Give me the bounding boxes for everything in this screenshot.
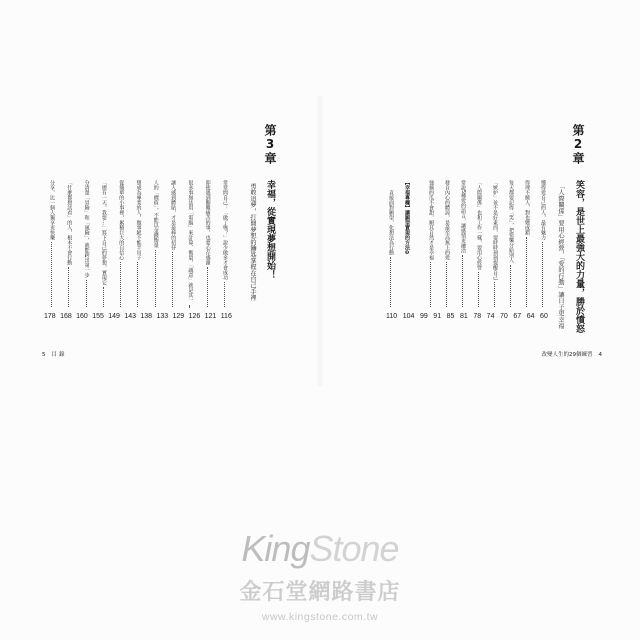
- page-number: 129: [172, 313, 185, 320]
- dot-leader: [120, 262, 121, 307]
- toc-entry: [537, 180, 548, 308]
- page-number: 81: [459, 313, 468, 320]
- dot-leader: [103, 287, 104, 307]
- page-number: 121: [204, 313, 217, 320]
- toc-entry-text: 「人際關係」也和工作一樣，要用心經營: [476, 180, 482, 270]
- toc-entry: [81, 180, 92, 308]
- dot-leader: [137, 262, 138, 307]
- page-number: 155: [92, 313, 104, 320]
- toc-entry: [150, 180, 161, 308]
- page-number: 116: [220, 313, 232, 320]
- toc-entry: [473, 180, 484, 308]
- toc-entry: [425, 180, 436, 308]
- page-number: 67: [513, 313, 522, 320]
- toc-entry-text: 從簡單的小事裡，累積巨大的自信心: [118, 180, 125, 260]
- column-heading-text: 【幸福專欄】讓願望實現的方法❷: [404, 180, 410, 256]
- page-footer: [42, 351, 67, 359]
- page-number: 160: [76, 313, 88, 320]
- toc-entry-text: 分享，比一個人獨享更快樂: [49, 180, 55, 240]
- dot-leader: [155, 250, 156, 308]
- folio: 4: [598, 352, 602, 358]
- toc-entry-text: 即使遇到艱難痛苦的事，也要心存感謝: [204, 180, 211, 265]
- running-head: 改變人生的29個練習: [541, 352, 593, 358]
- dot-leader: [189, 305, 190, 308]
- chapter-title: 笑容，是世上最強大的力量，勝於憤怒: [574, 180, 584, 333]
- toc-entry: [167, 180, 178, 308]
- toc-entry: [63, 180, 74, 308]
- dot-leader: [446, 262, 447, 307]
- page-number: 168: [60, 313, 72, 320]
- toc-entry-text: 分清楚「冒險」和「風險」，就能跨出第一步: [83, 180, 90, 278]
- toc-entry-text: 「總有一天，我要…」寫下自己的夢想，實現它: [100, 180, 107, 285]
- toc-entry-text: 很多事無法用「電腦」來計算、衡量，「誠意」就是其一: [187, 180, 194, 303]
- dot-leader: [494, 282, 495, 307]
- toc-entry-list: [385, 180, 548, 308]
- page-number: 91: [433, 313, 442, 320]
- column-heading: [401, 180, 412, 308]
- dot-leader: [478, 272, 479, 307]
- toc-entry: [489, 180, 500, 308]
- dot-leader: [51, 242, 52, 307]
- page-number-row: [44, 312, 232, 321]
- folio: 5: [42, 352, 46, 358]
- page-number: 70: [500, 313, 508, 320]
- toc-entry: [184, 180, 195, 308]
- toc-entry-text: 讓人感到體貼，才是最棒的招待: [170, 180, 177, 250]
- page-number: 149: [108, 313, 120, 320]
- toc-entry-text: 「嫉妒」並不是好東西，要時時刻刻提醒自己: [492, 180, 498, 280]
- page-number: 178: [44, 313, 56, 320]
- dot-leader: [224, 282, 225, 307]
- toc-entry: [457, 180, 468, 308]
- page-number: 104: [402, 313, 415, 320]
- page-number-row: [386, 312, 548, 321]
- toc-entry-text: 人的「價值」，不能以金錢衡量: [152, 180, 159, 248]
- page-number: 60: [540, 313, 548, 320]
- toc-entry-text: 每天都要記得「笑」，把快樂分給別人: [508, 180, 514, 263]
- toc-entry: [219, 180, 230, 308]
- toc-entry-text: 想成為專業的人，做事絕不能半吊子: [135, 180, 142, 260]
- dot-leader: [462, 255, 463, 307]
- book-gutter: [316, 96, 324, 386]
- page-number: 143: [124, 313, 136, 320]
- dot-leader: [542, 242, 543, 307]
- toc-entry-text: 強摘的瓜不會甜，順其自然才是幸福: [428, 180, 434, 260]
- page-number: 126: [188, 313, 201, 320]
- toc-entry: [132, 180, 143, 308]
- toc-entry: [98, 180, 109, 308]
- toc-entry: [46, 180, 57, 308]
- chapter-subtitle: 「人際關係」要用心經營，「愛的行動」讓日子更幸福: [557, 183, 564, 329]
- page-number: 85: [446, 313, 455, 320]
- toc-entry: [441, 180, 452, 308]
- toc-entry-text: 懂得愛自己的人，最有魅力: [540, 180, 546, 240]
- watermark-logo: [0, 528, 640, 570]
- column-entry: [385, 180, 396, 308]
- page-number: 64: [526, 313, 535, 320]
- toc-entry-text: 常說5種愛的語言，讓感情更融洽: [460, 180, 466, 254]
- page-number: 99: [419, 313, 428, 320]
- toc-entry: [505, 180, 516, 308]
- dot-leader: [207, 267, 208, 307]
- chapter-label: 第3章: [263, 124, 277, 165]
- dot-leader: [510, 265, 511, 308]
- page-number: 133: [156, 313, 169, 320]
- toc-entry-text: 得理不饒人，對也變成錯: [524, 180, 530, 235]
- page-number: 78: [473, 313, 482, 320]
- watermark-chinese-name: 金石堂網路書店: [239, 580, 401, 605]
- watermark-url: www.kingstone.com.tw: [261, 611, 379, 623]
- toc-entry: [202, 180, 213, 308]
- chapter-subtitle: 勇敢追夢，打開夢想的鑰匙掌握在自己手裡: [249, 183, 256, 301]
- toc-entry-text: 發自內心的體諒，是最至高無上的愛: [444, 180, 450, 260]
- dot-leader: [430, 262, 431, 307]
- page-number: 110: [386, 313, 398, 320]
- dot-leader: [68, 267, 69, 307]
- dot-leader: [86, 280, 87, 308]
- page-number: 74: [486, 313, 495, 320]
- running-head: 目錄: [51, 352, 67, 358]
- dot-leader: [526, 237, 527, 307]
- chapter-label: 第2章: [571, 124, 585, 165]
- toc-entry-text: 「什麼都想試看」的人，根本不會行動: [66, 180, 73, 265]
- watermark-brand-king: King: [241, 528, 310, 569]
- page-footer: [520, 351, 602, 359]
- dot-leader: [390, 257, 391, 307]
- toc-entry: [115, 180, 126, 308]
- watermark-brand-stone: Stone: [309, 528, 399, 569]
- page-number: 138: [140, 313, 153, 320]
- toc-entry-text: 常常問自己：「做了嗎？」說少做多才會成功: [221, 180, 228, 280]
- column-entry-text: 直接面對願望，化想法為行動: [388, 190, 394, 255]
- toc-entry-list: [46, 180, 230, 308]
- chapter-title: 幸福，從實現夢想開始！: [265, 180, 275, 279]
- dot-leader: [172, 252, 173, 307]
- toc-entry: [521, 180, 532, 308]
